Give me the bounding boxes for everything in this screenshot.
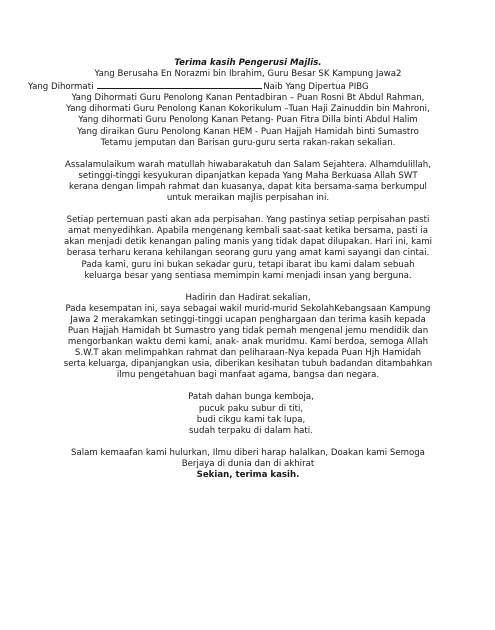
spacer	[28, 381, 468, 392]
poem-line: budi cikgu kami tak lupa,	[196, 414, 306, 425]
poem-line: sudah terpaku di dalam hati.	[189, 425, 313, 436]
paragraph-line: Puan Hajjah Hamidah bt Sumastro yang tidak pernah mengenal jemu mendidik dan	[67, 325, 429, 336]
speech-text	[28, 58, 468, 481]
blank-line	[97, 80, 262, 89]
paragraph-line: mengorbankan waktu demi kami, anak- anak muridmu. Kami berdoa, semoga Allah	[67, 337, 429, 348]
signoff: Sekian, terima kasih.	[196, 470, 300, 480]
paragraph-line: berasa terharu kerana kehilangan seorang guru yang amat kami sayangi dan cintai.	[66, 248, 430, 259]
paragraph-line: Pada kami, guru ini bukan sekadar guru, tetapi ibarat ibu kami dalam sebuah	[81, 259, 415, 270]
salutation-line: Tetamu jemputan dan Barisan guru-guru serta rakan-rakan sekalian.	[100, 137, 396, 148]
salutation-line: Yang diraikan Guru Penolong Kanan HEM - Puan Hajjah Hamidah binti Sumastro	[77, 126, 419, 137]
salutation-title: Naib Yang Dipertua PIBG	[263, 82, 369, 93]
paragraph-line: amat menyedihkan. Apabila mengenang kembali saat-saat ketika bersama, pasti ia	[68, 226, 428, 237]
paragraph-line: untuk meraikan majlis perpisahan ini.	[166, 193, 330, 204]
paragraph-line: ilmu pengetahuan bagi manfaat agama, bangsa dan negara.	[116, 370, 380, 381]
spacer	[28, 437, 468, 448]
closing-line: Berjaya di dunia dan di akhirat	[181, 458, 315, 469]
address-line: Hadirin dan Hadirat sekalian,	[185, 292, 311, 303]
poem-line: pucuk paku subur di titi,	[198, 403, 304, 414]
paragraph-line: serta keluarga, dipanjangkan usia, diberikan kesihatan tubuh badandan ditambahkan	[63, 359, 433, 370]
salutation-label: Yang Dihormati	[28, 82, 97, 93]
speech-title: Terima kasih Pengerusi Majlis.	[174, 58, 322, 68]
spacer	[28, 204, 468, 215]
closing-line: Salam kemaafan kami hulurkan, Ilmu diberi harap halalkan, Doakan kami Semoga	[71, 447, 425, 458]
spacer	[28, 149, 468, 160]
salutation-line: Yang Dihormati Guru Penolong Kanan Pentadbiran – Puan Rosni Bt Abdul Rahman,	[71, 93, 425, 104]
paragraph-line: S.W.T akan melimpahkan rahmat dan peliharaan-Nya kepada Puan Hjh Hamidah	[74, 348, 422, 359]
spacer	[28, 282, 468, 293]
paragraph-line: kerana dengan limpah rahmat dan kuasanya, dapat kita bersama-sama berkumpul	[69, 181, 427, 192]
salutation-line: Yang Berusaha En Norazmi bin Ibrahim, Guru Besar SK Kampung Jawa2	[94, 69, 402, 80]
paragraph-line: Setiap pertemuan pasti akan ada perpisahan. Yang pastinya setiap perpisahan pasti	[66, 215, 430, 226]
paragraph-line: Jawa 2 merakamkan setinggi-tinggi ucapan penghargaan dan terima kasih kepada	[70, 314, 426, 325]
paragraph-line: Assalamulaikum warah matullah hiwabarakatuh dan Salam Sejahtera. Alhamdulillah,	[65, 159, 431, 170]
paragraph-line: Pada kesempatan ini, saya sebagai wakil murid-murid SekolahKebangsaan Kampung	[65, 303, 431, 314]
poem-line: Patah dahan bunga kemboja,	[188, 392, 314, 403]
paragraph-line: akan menjadi detik kenangan paling manis yang tidak dapat dilupakan. Hari ini, kami	[64, 237, 432, 248]
salutation-line: Yang dihormati Guru Penolong Kanan Petang- Puan Fitra Dilla binti Abdul Halim	[78, 115, 418, 126]
paragraph-line: keluarga besar yang sentiasa memimpin kami menjadi insan yang berguna.	[84, 270, 412, 281]
salutation-line: Yang dihormati Guru Penolong Kanan Kokorikulum –Tuan Haji Zainuddin bin Mahroni,	[66, 104, 430, 115]
paragraph-line: setinggi-tinggi kesyukuran dipanjatkan kepada Yang Maha Berkuasa Allah SWT	[78, 170, 418, 181]
salutation-line	[28, 80, 468, 93]
